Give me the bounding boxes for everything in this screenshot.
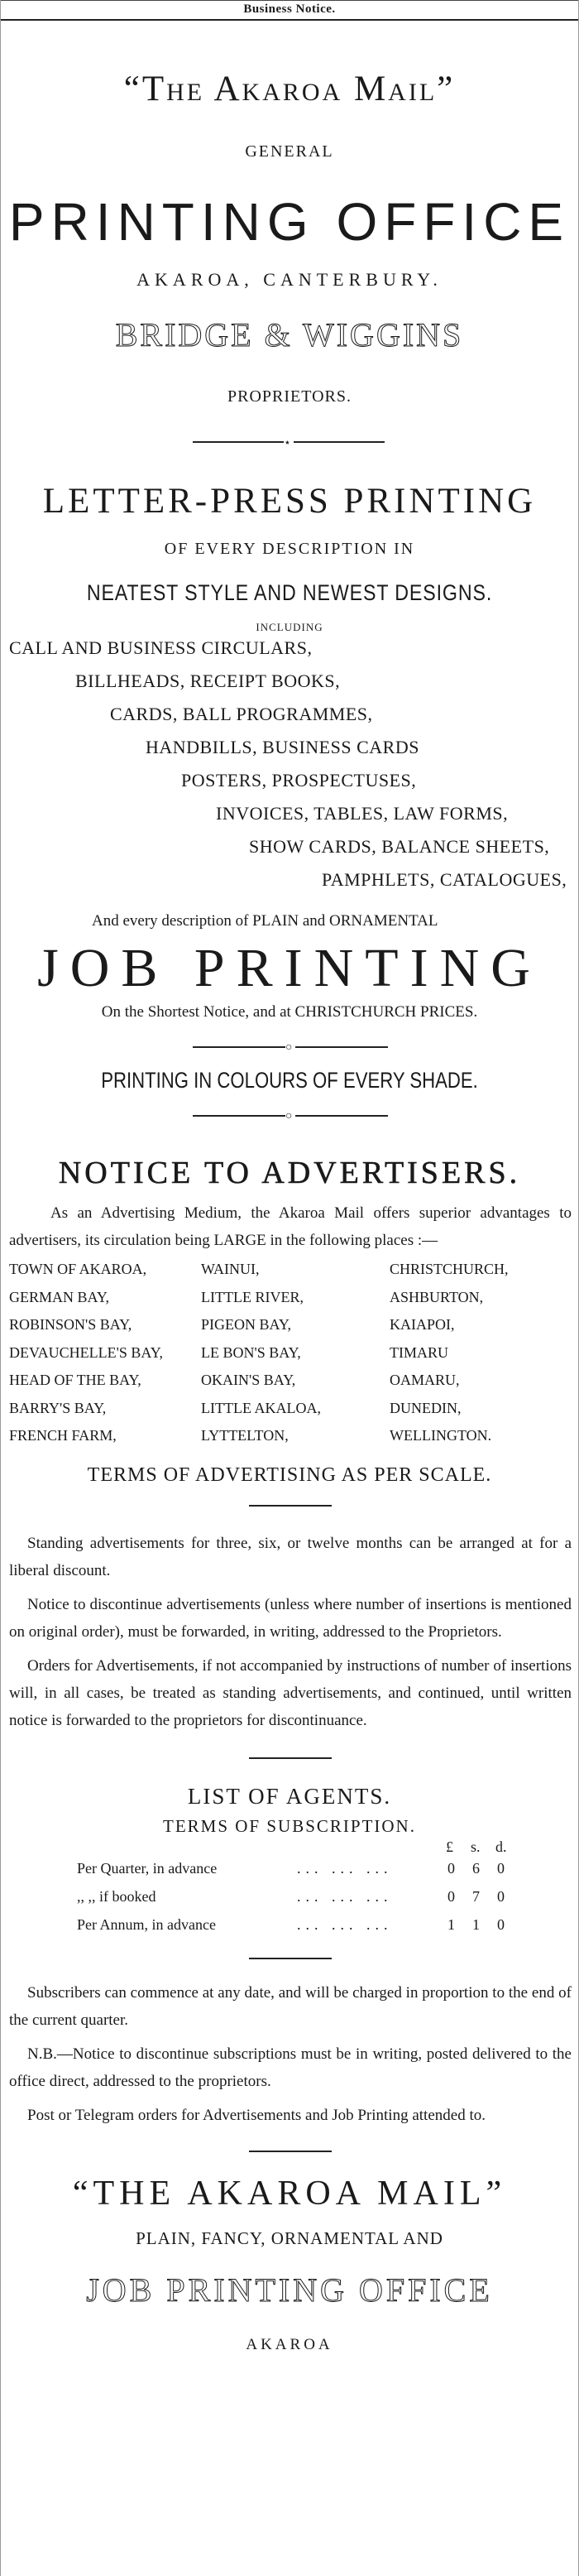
place-name: GERMAN BAY, (9, 1288, 110, 1305)
short-rule (1, 1502, 578, 1510)
colours-line: PRINTING IN COLOURS OF EVERY SHADE. (101, 1068, 478, 1093)
rate-dots: ... ... ... (297, 1860, 393, 1877)
place-name: KAIAPOI, (390, 1316, 455, 1333)
list-item: POSTERS, PROSPECTUSES, (181, 770, 417, 791)
list-item: HANDBILLS, BUSINESS CARDS (146, 737, 419, 757)
plain-ornamental-line: And every description of PLAIN and ORNAMENTAL (92, 912, 438, 930)
place-name: CHRISTCHURCH, (390, 1261, 509, 1277)
every-description-line: OF EVERY DESCRIPTION IN (164, 540, 415, 558)
printing-office-heading: PRINTING OFFICE (8, 192, 571, 252)
place-name: PIGEON BAY, (201, 1316, 292, 1333)
advertisers-paragraph: Standing advertisements for three, six, or twelve months can be arranged at for a liberal discount. (9, 1535, 572, 1579)
rate-dots: ... ... ... (297, 1888, 393, 1905)
place-name: LITTLE RIVER, (201, 1288, 304, 1305)
advertisers-paragraph: Notice to discontinue advertisements (unless where number of insertions is mentioned on original order), must be forwarded, in writing, addressed to the Proprietors. (9, 1596, 572, 1641)
rate-dots: ... ... ... (297, 1916, 393, 1933)
terms-of-subscription-heading: TERMS OF SUBSCRIPTION. (163, 1816, 416, 1836)
place-name: BARRY'S BAY, (9, 1399, 107, 1416)
ornamental-divider: ⋆ (1, 438, 578, 446)
letterpress-heading: LETTER-PRESS PRINTING (42, 482, 537, 521)
place-name: OKAIN'S BAY, (201, 1372, 296, 1388)
footer-akaroa: AKAROA (246, 2336, 333, 2353)
neatest-style-line: NEATEST STYLE AND NEWEST DESIGNS. (86, 580, 493, 605)
short-rule (1, 1954, 578, 1963)
rate-label: ,, ,, if booked (77, 1888, 156, 1905)
ornamental-divider: ○ (1, 1112, 578, 1120)
footer-title: “THE AKAROA MAIL” (72, 2175, 507, 2213)
including-label: INCLUDING (256, 621, 323, 633)
place-name: DEVAUCHELLE'S BAY, (9, 1343, 163, 1361)
place-name: HEAD OF THE BAY, (9, 1372, 141, 1388)
place-name: LE BON'S BAY, (201, 1343, 301, 1361)
subscription-paragraph: N.B.—Notice to discontinue subscriptions must be in writing, posted delivered to the office direct, addressed to the proprietors. (9, 2045, 572, 2090)
place-name: DUNEDIN, (390, 1399, 462, 1416)
list-item: CALL AND BUSINESS CIRCULARS, (9, 637, 313, 658)
location-line: AKAROA, CANTERBURY. (136, 269, 443, 290)
place-name: WELLINGTON. (390, 1427, 492, 1444)
shortest-notice-line: On the Shortest Notice, and at CHRISTCHURCH PRICES. (101, 1003, 478, 1021)
short-rule (1, 1754, 578, 1762)
section-header: Business Notice. (1, 0, 578, 21)
rate-label: Per Annum, in advance (77, 1916, 216, 1933)
masthead-title: “The Akaroa Mail” (123, 70, 456, 108)
subscription-paragraph: Post or Telegram orders for Advertisements and Job Printing attended to. (27, 2107, 486, 2124)
rate-shillings: 1 (472, 1916, 480, 1933)
rate-pounds: 1 (447, 1916, 455, 1933)
services-list (1, 634, 578, 906)
place-name: OAMARU, (390, 1372, 460, 1388)
rate-pounds: 0 (447, 1860, 455, 1877)
terms-of-advertising: TERMS OF ADVERTISING AS PER SCALE. (87, 1464, 492, 1486)
firm-name: BRIDGE & WIGGINS (115, 316, 464, 353)
rate-shillings: 7 (472, 1888, 480, 1905)
place-name: TOWN OF AKAROA, (9, 1261, 147, 1277)
subscription-paragraph: Subscribers can commence at any date, and will be charged in proportion to the end of the current quarter. (9, 1984, 572, 2029)
currency-header-pounds: £ (446, 1838, 453, 1855)
place-name: WAINUI, (201, 1261, 260, 1277)
advertisers-paragraph: Orders for Advertisements, if not accompanied by instructions of number of insertions will, in all cases, be treated as standing advertisements, and continued, until written notice is forwarded to the proprietors for discontinuance. (9, 1657, 572, 1729)
place-name: LITTLE AKALOA, (201, 1399, 321, 1416)
list-item: CARDS, BALL PROGRAMMES, (110, 704, 373, 724)
job-printing-office-heading: JOB PRINTING OFFICE (86, 2271, 493, 2309)
places-column (201, 1256, 321, 1450)
list-item: SHOW CARDS, BALANCE SHEETS, (249, 836, 550, 857)
general-label: GENERAL (245, 142, 334, 161)
currency-header-pence: d. (495, 1838, 507, 1855)
rate-pence: 0 (497, 1916, 505, 1933)
list-item: PAMPHLETS, CATALOGUES, (322, 869, 567, 890)
place-name: ASHBURTON, (390, 1288, 484, 1305)
place-name: LYTTELTON, (201, 1427, 289, 1444)
proprietors-label: PROPRIETORS. (227, 387, 352, 406)
notice-to-advertisers-heading: NOTICE TO ADVERTISERS. (58, 1156, 521, 1190)
place-name: TIMARU (390, 1343, 448, 1361)
ornamental-divider: ○ (1, 1043, 578, 1051)
list-item: INVOICES, TABLES, LAW FORMS, (216, 803, 509, 824)
subscription-rates-table (1, 1838, 578, 1941)
place-name: FRENCH FARM, (9, 1427, 117, 1444)
places-table (1, 1256, 578, 1454)
rate-pence: 0 (497, 1888, 505, 1905)
currency-header-shillings: s. (471, 1838, 481, 1855)
job-printing-heading: JOB PRINTING (37, 938, 542, 998)
rate-label: Per Quarter, in advance (77, 1860, 218, 1877)
places-column (390, 1256, 509, 1450)
places-column (9, 1256, 163, 1450)
rate-shillings: 6 (472, 1860, 480, 1877)
list-of-agents-heading: LIST OF AGENTS. (187, 1784, 392, 1809)
place-name: ROBINSON'S BAY, (9, 1316, 132, 1333)
short-rule (1, 2147, 578, 2155)
rate-pounds: 0 (447, 1888, 455, 1905)
plain-fancy-line: PLAIN, FANCY, ORNAMENTAL AND (136, 2228, 443, 2248)
rate-pence: 0 (497, 1860, 505, 1877)
advertisers-intro: As an Advertising Medium, the Akaroa Mail offers superior advantages to advertisers, its circulation being LARGE in the following places :— (9, 1204, 572, 1249)
list-item: BILLHEADS, RECEIPT BOOKS, (75, 670, 341, 691)
